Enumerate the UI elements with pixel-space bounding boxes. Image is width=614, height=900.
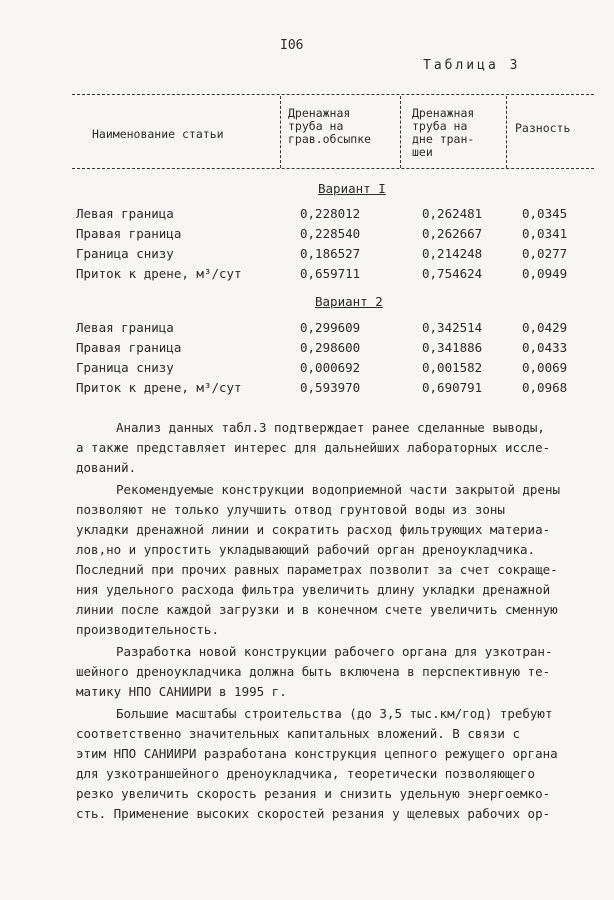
row-value-b: 0,690791 <box>422 380 483 395</box>
header-line: Дренажная <box>412 106 475 120</box>
table-divider <box>280 96 281 168</box>
table-row <box>0 360 614 379</box>
table-row <box>0 380 614 399</box>
row-value-a: 0,593970 <box>300 380 361 395</box>
text-line: Разработка новой конструкции рабочего органа для узкотран- <box>116 644 553 659</box>
row-name: Граница снизу <box>76 360 174 375</box>
row-value-b: 0,262481 <box>422 206 483 221</box>
text-line: шейного дреноукладчика должна быть включена в перспективную те- <box>76 664 551 679</box>
row-name: Правая граница <box>76 340 182 355</box>
table-top-rule <box>72 94 594 95</box>
row-value-c: 0,0429 <box>522 320 568 335</box>
header-col2 <box>412 107 504 159</box>
text-line: Последний при прочих равных параметрах позволит за счет сокраще- <box>76 562 558 577</box>
row-value-c: 0,0069 <box>522 360 568 375</box>
row-name: Правая граница <box>76 226 182 241</box>
text-line: а также представляет интерес для дальнейших лабораторных иссле- <box>76 440 551 455</box>
text-line: производительность. <box>76 622 219 637</box>
row-value-b: 0,342514 <box>422 320 483 335</box>
table-row <box>0 206 614 225</box>
header-line: Дренажная <box>288 106 351 120</box>
row-name: Левая граница <box>76 206 174 221</box>
row-value-a: 0,228540 <box>300 226 361 241</box>
text-line: линии после каждой загрузки и в конечном счете увеличить сменную <box>76 602 558 617</box>
text-line: для узкотраншейного дреноукладчика, теоретически позволяющего <box>76 766 536 781</box>
row-value-b: 0,262667 <box>422 226 483 241</box>
row-value-c: 0,0341 <box>522 226 568 241</box>
text-line: ния удельного расхода фильтра увеличить длину укладки дренажной <box>76 582 551 597</box>
text-line: резко увеличить скорость резания и снизить удельную энергоемко- <box>76 786 551 801</box>
row-value-a: 0,659711 <box>300 266 361 281</box>
row-value-b: 0,341886 <box>422 340 483 355</box>
row-value-a: 0,298600 <box>300 340 361 355</box>
table-row <box>0 320 614 339</box>
variant-2-title: Вариант 2 <box>315 294 383 309</box>
table-row <box>0 226 614 245</box>
table-row <box>0 266 614 285</box>
row-value-a: 0,228012 <box>300 206 361 221</box>
table-header-rule <box>72 168 594 169</box>
row-name: Приток к дрене, м³/сут <box>76 380 242 395</box>
table-divider <box>506 96 507 168</box>
row-value-a: 0,299609 <box>300 320 361 335</box>
row-name: Левая граница <box>76 320 174 335</box>
text-line: лов,но и упростить укладывающий рабочий орган дреноукладчика. <box>76 542 536 557</box>
text-line: матику НПО САНИИРИ в 1995 г. <box>76 684 287 699</box>
text-line: укладки дренажной линии и сократить расход фильтрующих материа- <box>76 522 551 537</box>
row-value-c: 0,0968 <box>522 380 568 395</box>
header-line: шеи <box>412 145 433 159</box>
header-line: труба на <box>412 119 468 133</box>
header-line: дне тран- <box>412 132 475 146</box>
row-name: Приток к дрене, м³/сут <box>76 266 242 281</box>
text-line: сть. Применение высоких скоростей резания у щелевых рабочих ор- <box>76 806 551 821</box>
row-value-b: 0,214248 <box>422 246 483 261</box>
table-divider <box>400 96 401 168</box>
header-col3: Разность <box>515 121 571 135</box>
text-line: соответственно значительных капитальных вложений. В связи с <box>76 726 521 741</box>
row-value-a: 0,186527 <box>300 246 361 261</box>
row-value-c: 0,0277 <box>522 246 568 261</box>
text-line: Анализ данных табл.3 подтверждает ранее сделанные выводы, <box>116 420 545 435</box>
table-row <box>0 340 614 359</box>
text-line: Рекомендуемые конструкции водоприемной части закрытой дрены <box>116 482 561 497</box>
header-line: труба на <box>288 119 344 133</box>
row-value-b: 0,754624 <box>422 266 483 281</box>
variant-1-title: Вариант I <box>318 181 386 196</box>
text-line: позволяют не только улучшить отвод грунтовой воды из зоны <box>76 502 505 517</box>
row-value-b: 0,001582 <box>422 360 483 375</box>
row-value-c: 0,0949 <box>522 266 568 281</box>
text-line: этим НПО САНИИРИ разработана конструкция цепного режущего органа <box>76 746 558 761</box>
row-value-c: 0,0345 <box>522 206 568 221</box>
row-value-a: 0,000692 <box>300 360 361 375</box>
text-line: дований. <box>76 460 137 475</box>
header-name: Наименование статьи <box>92 127 224 141</box>
row-name: Граница снизу <box>76 246 174 261</box>
text-line: Большие масштабы строительства (до 3,5 тыс.км/год) требуют <box>116 706 553 721</box>
table-row <box>0 246 614 265</box>
header-col1 <box>288 107 396 146</box>
table-caption: Таблица 3 <box>423 58 521 73</box>
row-value-c: 0,0433 <box>522 340 568 355</box>
header-line: грав.обсыпке <box>288 132 372 146</box>
page-number: I06 <box>280 38 304 53</box>
